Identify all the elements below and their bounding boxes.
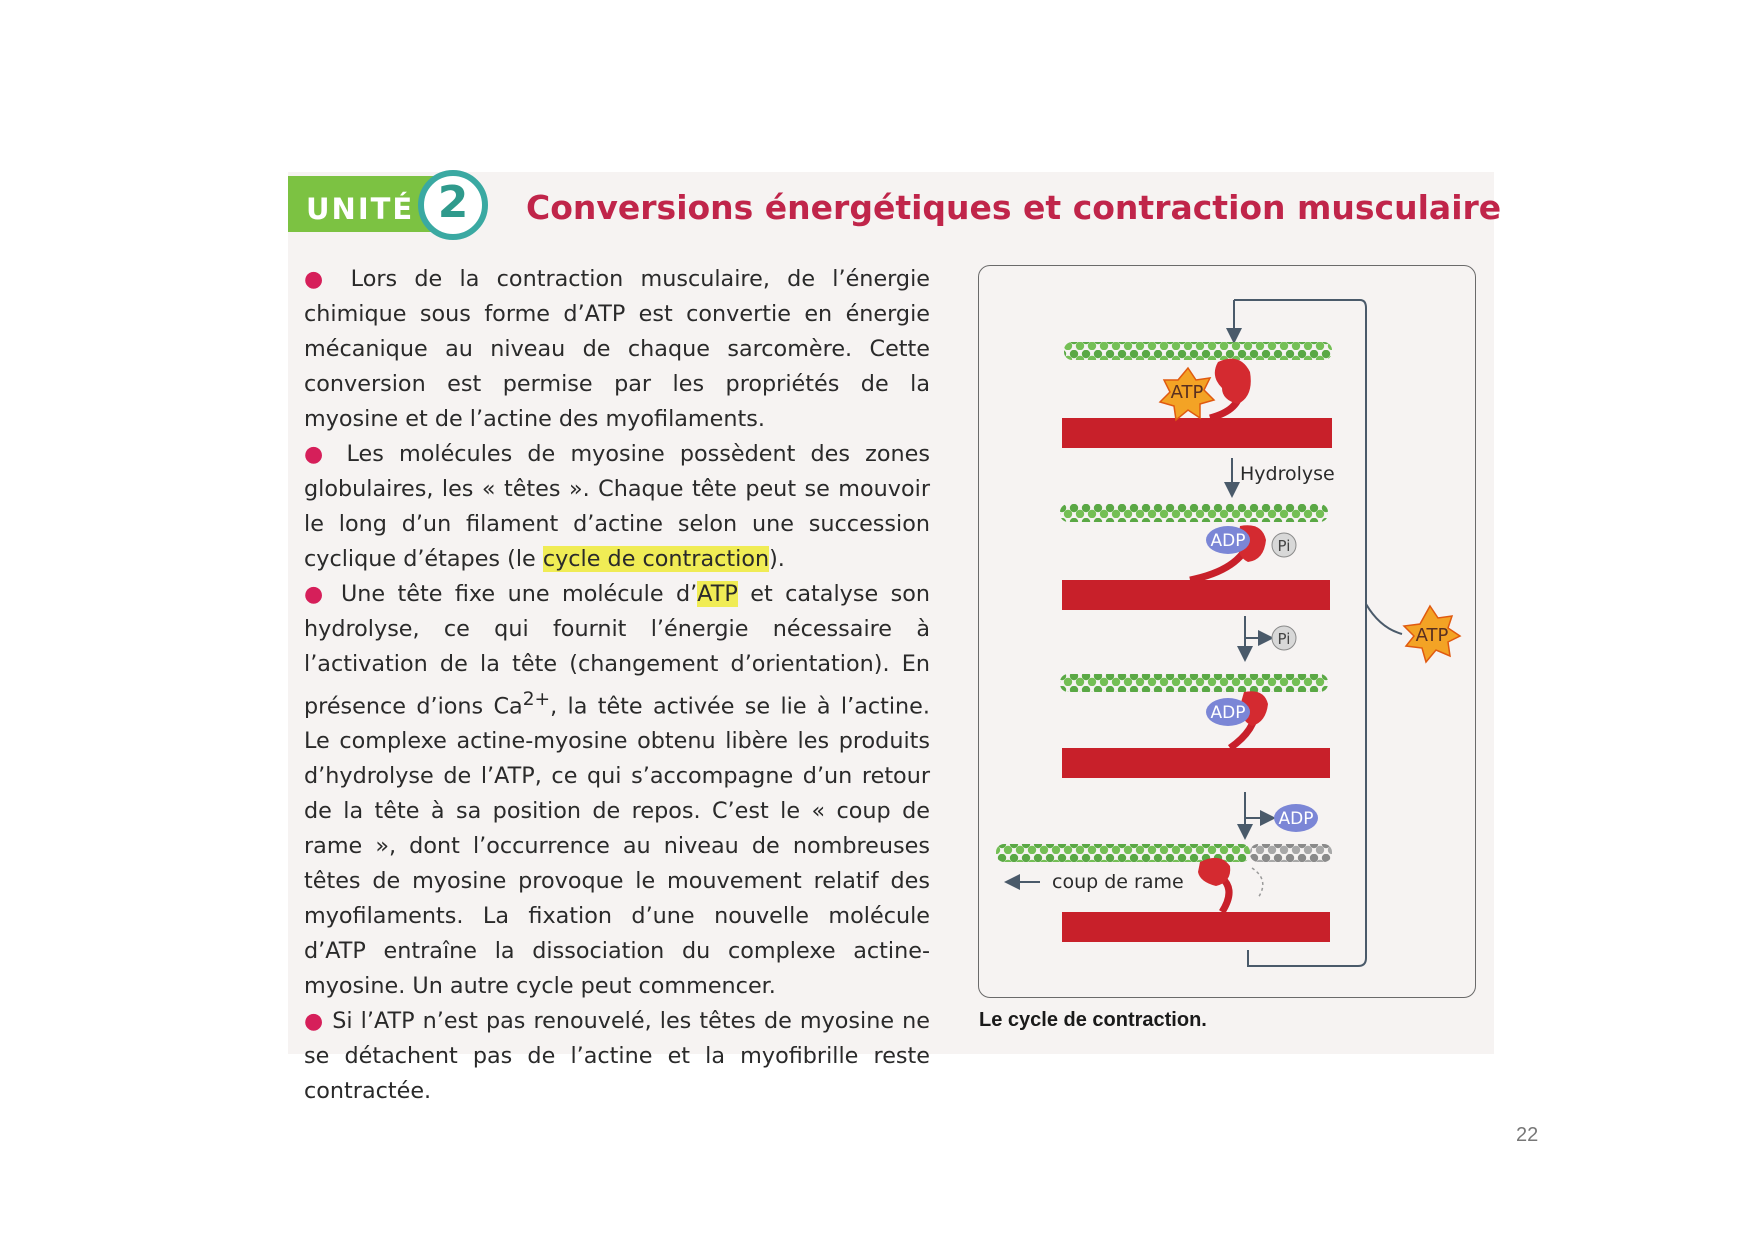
highlight-cycle: cycle de contraction [542, 546, 770, 572]
atp-label-1: ATP [1170, 382, 1204, 403]
calcium-charge: 2+ [522, 689, 551, 710]
myosin-filament-1 [1062, 418, 1332, 448]
bullet-icon: ● [304, 582, 329, 607]
diagram-caption: Le cycle de contraction. [979, 1009, 1207, 1031]
paragraph-3-text: Une tête fixe une molécule d’ [340, 581, 698, 607]
actin-filament-4-shifted [1250, 844, 1332, 862]
adp-label-2: ADP [1210, 531, 1246, 551]
page-number: 22 [1516, 1124, 1539, 1146]
coup-de-rame-label: coup de rame [1052, 871, 1184, 893]
previous-head-position [1252, 868, 1263, 898]
paragraph-3-mid: et catalyse son hydrolyse, ce qui fournit l’énergie nécessaire à l’activation de la tête (changement d’orientation). En présence d’ions Ca [304, 581, 930, 720]
actin-filament-2 [1060, 504, 1328, 522]
bullet-icon: ● [304, 442, 332, 467]
pi-label-2: Pi [1277, 537, 1291, 555]
actin-filament-1 [1064, 342, 1332, 360]
atp-side-branch [1366, 604, 1402, 634]
pi-label-released: Pi [1277, 630, 1291, 648]
adp-label-3: ADP [1210, 703, 1246, 723]
paragraph-2-end: ). [769, 546, 785, 572]
highlight-atp: ATP [697, 581, 738, 607]
adp-label-released: ADP [1278, 809, 1314, 829]
paragraph-3-end: , la tête activée se lie à l’actine. Le complexe actine-myosine obtenu libère les produits d’hydrolyse de l’ATP, ce qui s’accompagne d’un retour de la tête à sa position de repos. C’est le « coup de rame », dont l’occurrence au niveau de nombreuses têtes de myosine provoque le mouvement relatif des myofilaments. La fixation d’une nouvelle molécule d’ATP entraîne la dissociation du complexe actine-myosine. Un autre cycle peut commencer. [304, 693, 930, 1000]
unit-number: 2 [437, 177, 469, 228]
cycle-loop-line [1234, 300, 1366, 966]
actin-filament-3 [1060, 674, 1328, 692]
myosin-filament-2 [1062, 580, 1330, 610]
bullet-icon: ● [304, 267, 334, 292]
paragraph-1-text: Lors de la contraction musculaire, de l’énergie chimique sous forme d’ATP est convertie en énergie mécanique au niveau de chaque sarcomère. Cette conversion est permise par les propriétés de la myosine et de l’actine des myofilaments. [304, 266, 931, 432]
myosin-filament-4 [1062, 912, 1330, 942]
paragraph-2-text: Les molécules de myosine possèdent des zones globulaires, les « têtes ». Chaque tête peut se mouvoir le long d’un filament d’actine selon une succession cyclique d’étapes (le [304, 441, 930, 572]
bullet-icon: ● [304, 1009, 325, 1035]
atp-label-side: ATP [1415, 625, 1449, 646]
unit-label: UNITÉ [306, 192, 415, 226]
page-title: Conversions énergétiques et contraction musculaire [526, 188, 1502, 227]
myosin-head-1 [1215, 359, 1251, 404]
myosin-filament-3 [1062, 748, 1330, 778]
paragraph-4-text: Si l’ATP n’est pas renouvelé, les têtes de myosine ne se détachent pas de l’actine et la myofibrille reste contractée. [304, 1008, 931, 1105]
hydrolyse-label: Hydrolyse [1240, 463, 1335, 485]
